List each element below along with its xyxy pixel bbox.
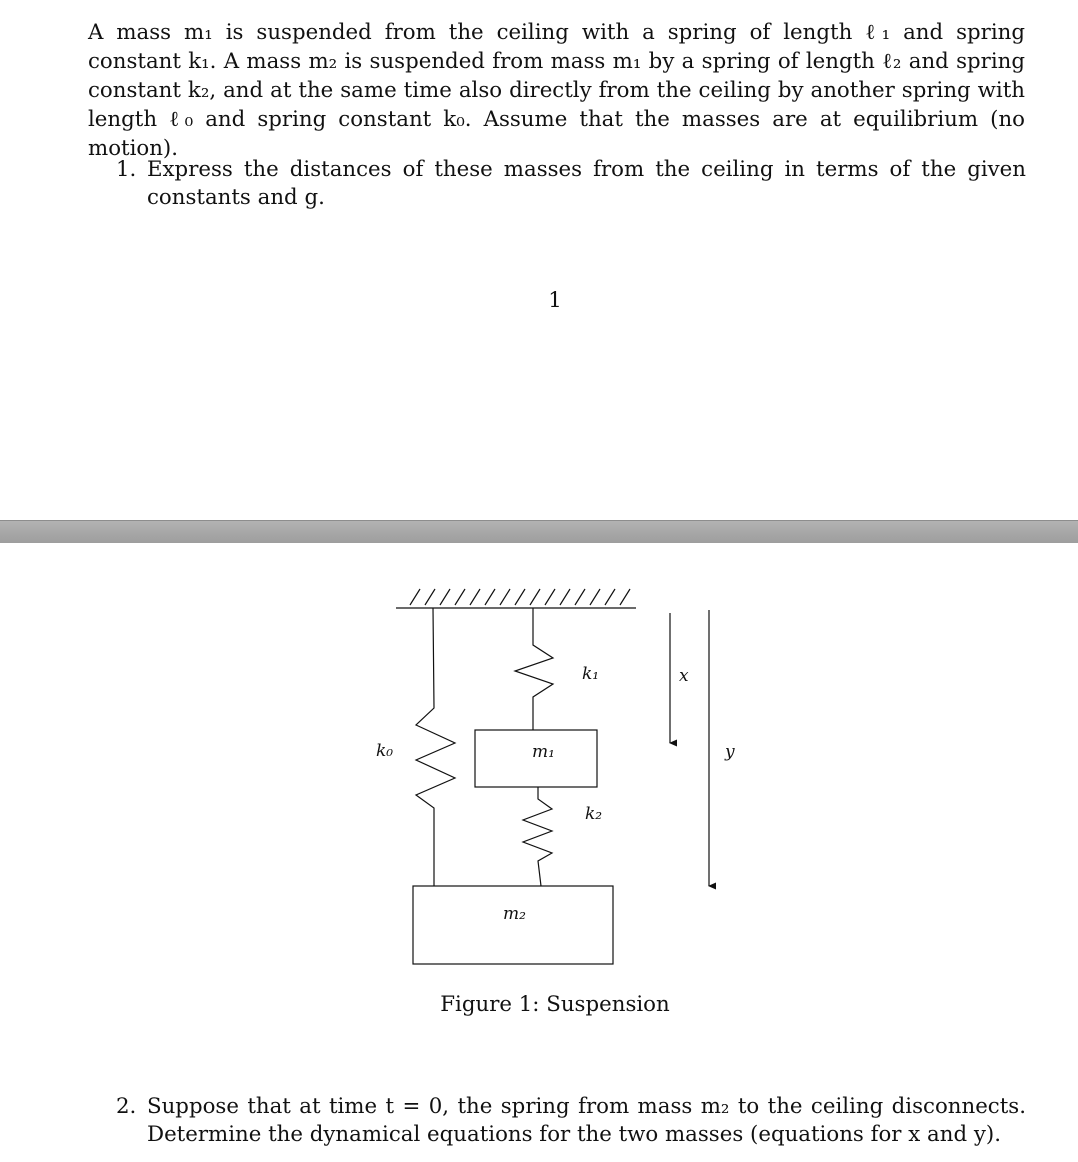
label-y: y xyxy=(725,742,735,762)
question-1 xyxy=(116,156,1026,212)
spring-k0 xyxy=(416,608,455,886)
page-1 xyxy=(0,0,1078,520)
suspension-figure xyxy=(0,543,1078,993)
page-number: 1 xyxy=(548,288,562,313)
ceiling xyxy=(396,589,636,608)
question-2 xyxy=(116,1093,1026,1149)
label-k1: k₁ xyxy=(582,664,600,684)
spring-k1 xyxy=(515,608,553,730)
mass-m2-block xyxy=(413,886,613,964)
question-2-number: 2. xyxy=(116,1094,137,1119)
page-2 xyxy=(0,543,1078,1162)
label-k0: k₀ xyxy=(376,741,394,761)
page-separator xyxy=(0,520,1078,545)
question-1-number: 1. xyxy=(116,157,137,182)
label-m2: m₂ xyxy=(503,904,526,924)
question-2-text: Suppose that at time t = 0, the spring from mass m₂ to the ceiling disconnects. Determine the dynamical equations for the two masses (equations for x and y). xyxy=(147,1094,1026,1147)
label-x: x xyxy=(679,666,689,686)
figure-caption: Figure 1: Suspension xyxy=(440,992,670,1017)
label-k2: k₂ xyxy=(585,804,603,824)
problem-statement: A mass m₁ is suspended from the ceiling with a spring of length ℓ₁ and spring constant k₁. A mass m₂ is suspended from mass m₁ by a spring of length ℓ₂ and spring constant k₂, and at the same time also directly from the ceiling by another spring with length ℓ₀ and spring constant k₀. Assume that the masses are at equilibrium (no motion). xyxy=(88,20,1025,161)
question-1-text: Express the distances of these masses from the ceiling in terms of the given constants and g. xyxy=(147,157,1026,210)
spring-k2 xyxy=(523,787,552,886)
label-m1: m₁ xyxy=(532,742,555,762)
